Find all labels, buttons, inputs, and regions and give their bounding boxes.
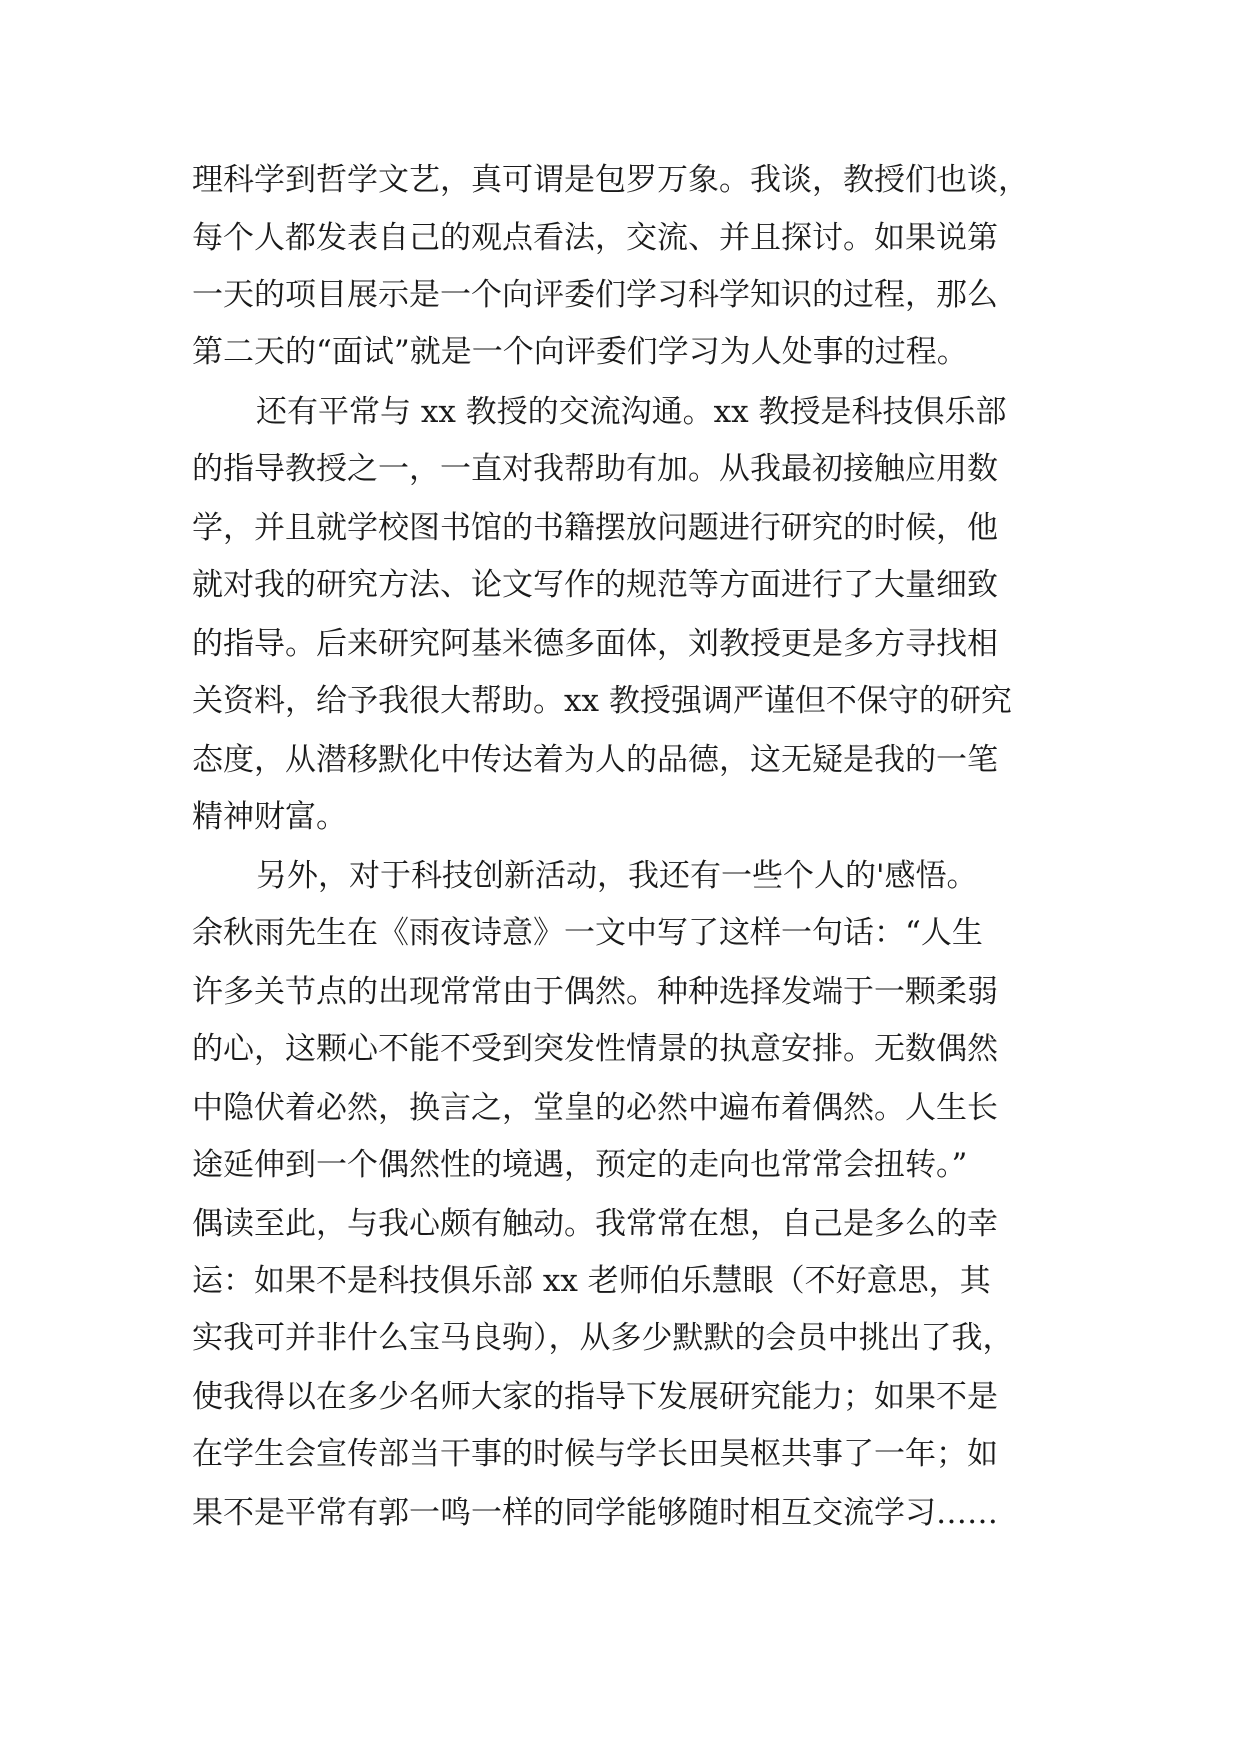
paragraph-3-line-4: 的心，这颗心不能不受到突发性情景的执意安排。无数偶然 [192,1031,998,1067]
paragraph-3-line-7: 偶读至此，与我心颇有触动。我常常在想，自己是多么的幸 [192,1206,998,1242]
paragraph-3-line-1: 另外，对于科技创新活动，我还有一些个人的'感悟。 [256,858,978,894]
paragraph-3-line-5: 中隐伏着必然，换言之，堂皇的必然中遍布着偶然。人生长 [192,1090,998,1126]
paragraph-3-line-3: 许多关节点的出现常常由于偶然。种种选择发端于一颗柔弱 [192,974,998,1010]
paragraph-2-line-4: 就对我的研究方法、论文写作的规范等方面进行了大量细致 [192,567,998,603]
paragraph-3-line-11: 在学生会宣传部当干事的时候与学长田昊枢共事了一年；如 [192,1436,998,1472]
paragraph-3-line-2: 余秋雨先生在《雨夜诗意》一文中写了这样一句话：“人生 [192,915,983,951]
paragraph-1-line-4: 第二天的“面试”就是一个向评委们学习为人处事的过程。 [192,334,968,370]
paragraph-3-line-10: 使我得以在多少名师大家的指导下发展研究能力；如果不是 [192,1379,998,1415]
paragraph-2-line-5: 的指导。后来研究阿基米德多面体，刘教授更是多方寻找相 [192,626,998,662]
paragraph-2-line-2: 的指导教授之一，一直对我帮助有加。从我最初接触应用数 [192,451,998,487]
paragraph-2-line-1: 还有平常与 xx 教授的交流沟通。xx 教授是科技俱乐部 [256,394,1007,430]
paragraph-1-line-3: 一天的项目展示是一个向评委们学习科学知识的过程，那么 [192,277,998,313]
paragraph-2-line-3: 学，并且就学校图书馆的书籍摆放问题进行研究的时候，他 [192,510,998,546]
paragraph-1-line-1: 理科学到哲学文艺，真可谓是包罗万象。我谈，教授们也谈， [192,162,1029,198]
paragraph-3-line-12: 果不是平常有郭一鸣一样的同学能够随时相互交流学习…… [192,1495,998,1531]
paragraph-2-line-8: 精神财富。 [192,799,347,835]
paragraph-3-line-6: 途延伸到一个偶然性的境遇，预定的走向也常常会扭转。” [192,1147,968,1183]
paragraph-3-line-8: 运：如果不是科技俱乐部 xx 老师伯乐慧眼（不好意思，其 [192,1263,991,1299]
paragraph-2-line-7: 态度，从潜移默化中传达着为人的品德，这无疑是我的一笔 [192,742,998,778]
paragraph-1-line-2: 每个人都发表自己的观点看法，交流、并且探讨。如果说第 [192,220,998,256]
paragraph-2-line-6: 关资料，给予我很大帮助。xx 教授强调严谨但不保守的研究 [192,683,1012,719]
paragraph-3-line-9: 实我可并非什么宝马良驹），从多少默默的会员中挑出了我， [192,1320,1014,1356]
